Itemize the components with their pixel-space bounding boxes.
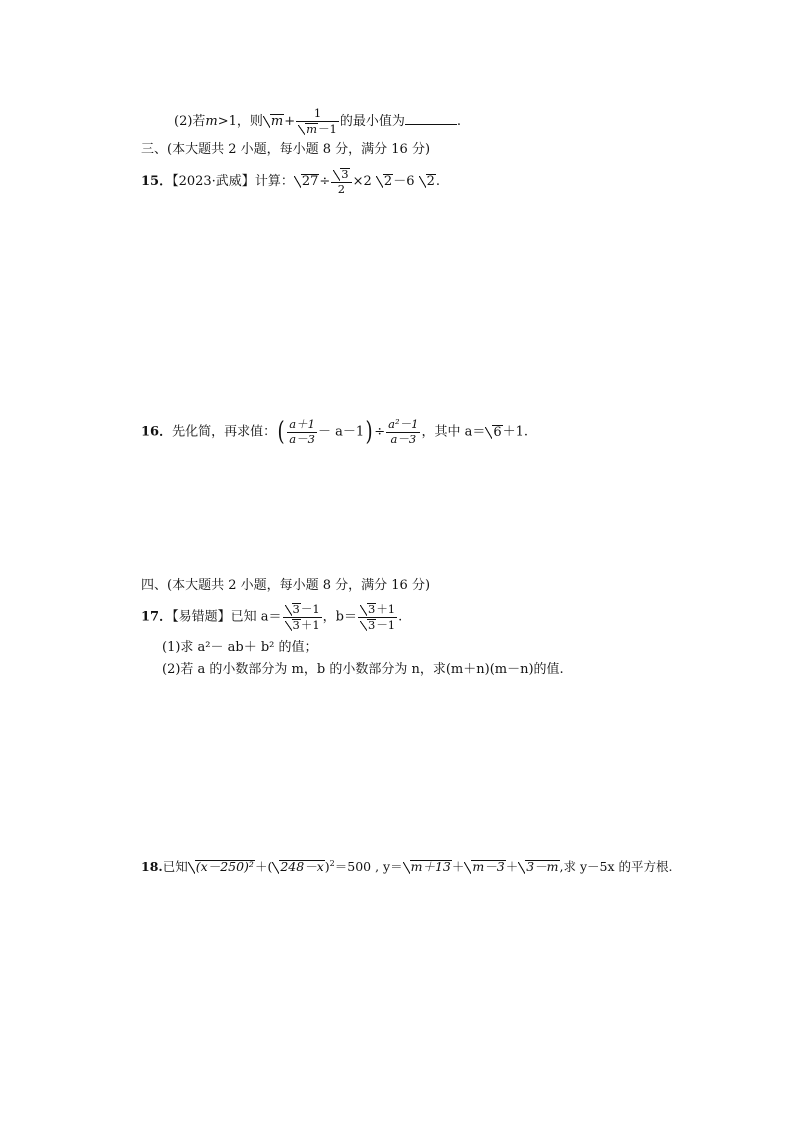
q14-condition: >1，则 — [217, 114, 263, 129]
q15-times-2: ×2 — [352, 174, 372, 189]
q15-divide: ÷ — [319, 174, 331, 189]
question-15 — [141, 168, 440, 195]
q15-text: 计算： — [254, 174, 294, 189]
q18-sqrt-4-radicand: m－3 — [472, 859, 505, 875]
q16-sqrt-6-radicand: 6 — [493, 424, 502, 440]
q17-a-den-radicand: 3 — [292, 617, 300, 632]
q16-f1-num: a＋1 — [289, 417, 315, 431]
q17-b-num-sqrt — [360, 603, 376, 616]
q17-a-den-rest: ＋1 — [300, 617, 320, 632]
q18-sqrt-1 — [188, 860, 255, 874]
q18-sqrt-2-radicand: 248－x — [280, 859, 324, 875]
q16-divide: ÷ — [374, 424, 386, 440]
q18-sqrt-5-radicand: 3－m — [526, 859, 559, 875]
q15-sqrt-3 — [333, 168, 349, 181]
q14-den-sqrt — [298, 123, 318, 136]
q17-b-num — [358, 603, 397, 618]
q14-answer-blank[interactable] — [405, 113, 457, 125]
q14-plus: + — [284, 114, 296, 129]
q15-sqrt-2a — [376, 174, 393, 188]
q17-tag: 【易错题】 — [172, 609, 231, 625]
q14-frac-num: 1 — [296, 108, 339, 122]
q15-frac-num — [331, 168, 351, 183]
q16-plus-1: ＋1. — [502, 424, 529, 440]
question-17 — [141, 603, 402, 631]
q17-b-num-radicand: 3 — [367, 602, 376, 616]
q15-end: . — [435, 174, 441, 189]
q16-text: 先化简，再求值： — [172, 424, 277, 440]
q17-text: 已知 a＝ — [230, 609, 282, 625]
q17-a-num-sqrt — [285, 603, 301, 616]
q16-right-paren: ) — [365, 417, 373, 447]
q16-f2-num: a²－1 — [388, 417, 419, 431]
q15-fraction — [331, 168, 351, 195]
q17-subquestion-1: (1)求 a²－ ab＋ b² 的值； — [162, 640, 318, 655]
q18-sqrt-5 — [518, 860, 559, 874]
q17-a-den-sqrt — [285, 619, 301, 632]
q17-b-den-sqrt — [360, 619, 376, 632]
q16-left-paren: ( — [277, 417, 285, 447]
q18-tail: ,求 y－5x 的平方根. — [559, 859, 673, 875]
q16-fraction-1 — [287, 419, 317, 445]
q15-sqrt-2a-radicand: 2 — [383, 174, 393, 189]
q18-square-exponent: 2 — [329, 859, 335, 868]
q18-number: 18. — [141, 859, 163, 875]
q17-fraction-a — [283, 603, 322, 631]
q14-sqrt-m-radicand: m — [270, 114, 284, 129]
q17-a-num-radicand: 3 — [292, 602, 300, 616]
section-4-heading: 四、(本大题共 2 小题，每小题 8 分，满分 16 分) — [141, 578, 431, 593]
q14-den-rest: －1 — [318, 121, 337, 136]
q15-frac-den: 2 — [337, 181, 346, 196]
q17-b-den-rest: －1 — [376, 617, 396, 632]
q15-number: 15． — [141, 174, 173, 189]
q15-source-tag: 【2023·武威】 — [172, 174, 255, 189]
q16-f2-den: a－3 — [390, 431, 417, 446]
q16-number: 16． — [141, 424, 173, 440]
q18-sqrt-4 — [464, 860, 505, 874]
q15-minus-6: －6 — [393, 174, 415, 189]
q16-f1-den: a－3 — [289, 431, 315, 446]
q17-b-den-radicand: 3 — [367, 617, 376, 632]
q14-den-radicand: m — [306, 121, 318, 136]
question-18: 18.已知 (x－250)²＋( 248－x)$^2$＝500 , y＝ m＋13＋ m－3＋ 3－m,求 y－5x 的平方根. — [141, 859, 673, 875]
q17-b-num-rest: ＋1 — [376, 602, 396, 616]
q16-fraction-2 — [386, 419, 420, 445]
q17-sep: ，b＝ — [322, 609, 357, 625]
q18-plus: ＋ — [254, 859, 268, 875]
q17-subquestion-2: (2)若 a 的小数部分为 m，b 的小数部分为 n，求(m＋n)(m－n)的值. — [162, 662, 564, 677]
question-16 — [141, 419, 528, 445]
q15-sqrt-2b — [419, 174, 436, 188]
q14-frac-den — [296, 122, 339, 136]
q14-tail: 的最小值为 — [339, 114, 405, 129]
q14-sqrt-m — [263, 114, 284, 128]
q15-sqrt-2b-radicand: 2 — [426, 174, 435, 189]
section-3-heading: 三、(本大题共 2 小题，每小题 8 分，满分 16 分) — [141, 142, 431, 157]
q14-end: . — [456, 114, 462, 129]
q17-a-num-rest: －1 — [300, 602, 320, 616]
q17-b-den — [358, 618, 397, 632]
q17-end: . — [398, 609, 403, 625]
q17-number: 17． — [141, 609, 173, 625]
q16-sqrt-6 — [485, 425, 502, 439]
q18-text: 已知 — [162, 859, 188, 875]
q15-sqrt-3-radicand: 3 — [341, 167, 349, 181]
q14-label: (2)若 — [174, 114, 206, 129]
q18-sqrt-2 — [272, 860, 324, 874]
q16-where: ，其中 a＝ — [421, 424, 486, 440]
q15-sqrt-27 — [294, 174, 320, 188]
question-14-part-2 — [174, 108, 461, 135]
q14-var-m: m — [205, 114, 218, 129]
q17-a-den — [283, 618, 322, 632]
q18-sqrt-3-radicand: m＋13 — [410, 859, 451, 875]
q14-fraction — [296, 108, 339, 135]
q18-equals: ＝500 , y＝ — [334, 859, 403, 875]
q17-a-num — [283, 603, 322, 618]
q18-sqrt-1-radicand: (x－250)² — [195, 859, 254, 875]
q18-sqrt-3 — [403, 860, 452, 874]
q15-sqrt-27-radicand: 27 — [301, 174, 319, 189]
q16-mid: － a－1 — [317, 424, 365, 440]
q17-fraction-b — [358, 603, 397, 631]
